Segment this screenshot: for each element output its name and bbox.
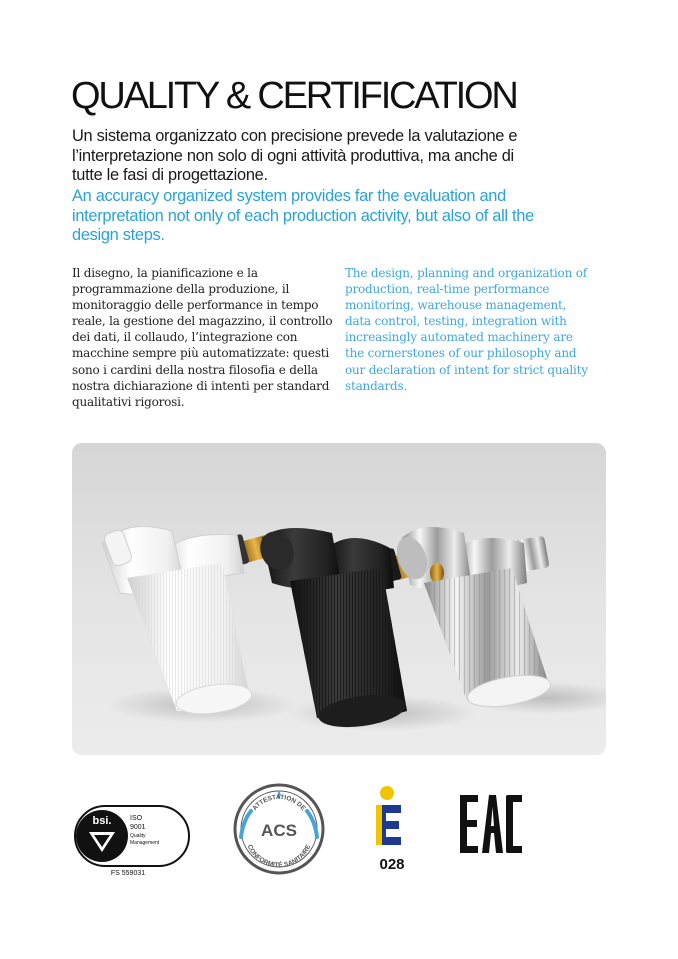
bsi-certificate-code: FS 559031 — [110, 870, 146, 877]
svg-text:ATTESTATION DE: ATTESTATION DE — [251, 793, 307, 813]
product-photo — [72, 443, 606, 755]
bsi-iso-9001-badge — [72, 800, 194, 880]
acs-label: ACS — [261, 821, 297, 840]
bsi-brand: bsi. — [92, 815, 112, 827]
body-italian: Il disegno, la pianificazione e la programmazione della produzione, il monitoraggio delle performance in tempo reale, la gestione del magazzino, il controllo dei dati, il collaudo, l’integrazione con macchine sempre più automatizzate: questi sono i cardini della nostra filosofia e della nostra dichiarazione di intenti per standard qualitativi rigorosi. — [72, 266, 333, 409]
svg-text:9001: 9001 — [130, 824, 146, 831]
svg-text:ISO: ISO — [130, 815, 143, 822]
svg-text:CONFORMITÉ SANITAIRE: CONFORMITÉ SANITAIRE — [245, 843, 313, 870]
svg-text:Management: Management — [130, 840, 160, 846]
lead-italian: Un sistema organizzato con precisione prevede la valutazione e l’interpretazione non solo di ogni attività produttiva, ma anche di tutte le fasi di progettazione. — [72, 127, 518, 184]
ie-028-mark — [369, 783, 415, 875]
ie-number: 028 — [379, 856, 405, 873]
acs-seal — [231, 781, 327, 877]
lead-english: An accuracy organized system provides far the evaluation and interpretation not only of each production activity, but also of all the design steps. — [72, 187, 534, 244]
svg-text:Quality: Quality — [130, 833, 146, 839]
eac-mark — [458, 793, 524, 855]
body-english: The design, planning and organization of production, real-time performance monitoring, warehouse management, data control, testing, integration with increasingly automated machinery are the cornerstones of our philosophy and our declaration of intent for strict quality standards. — [345, 266, 588, 393]
page-title: QUALITY & CERTIFICATION — [71, 75, 517, 117]
